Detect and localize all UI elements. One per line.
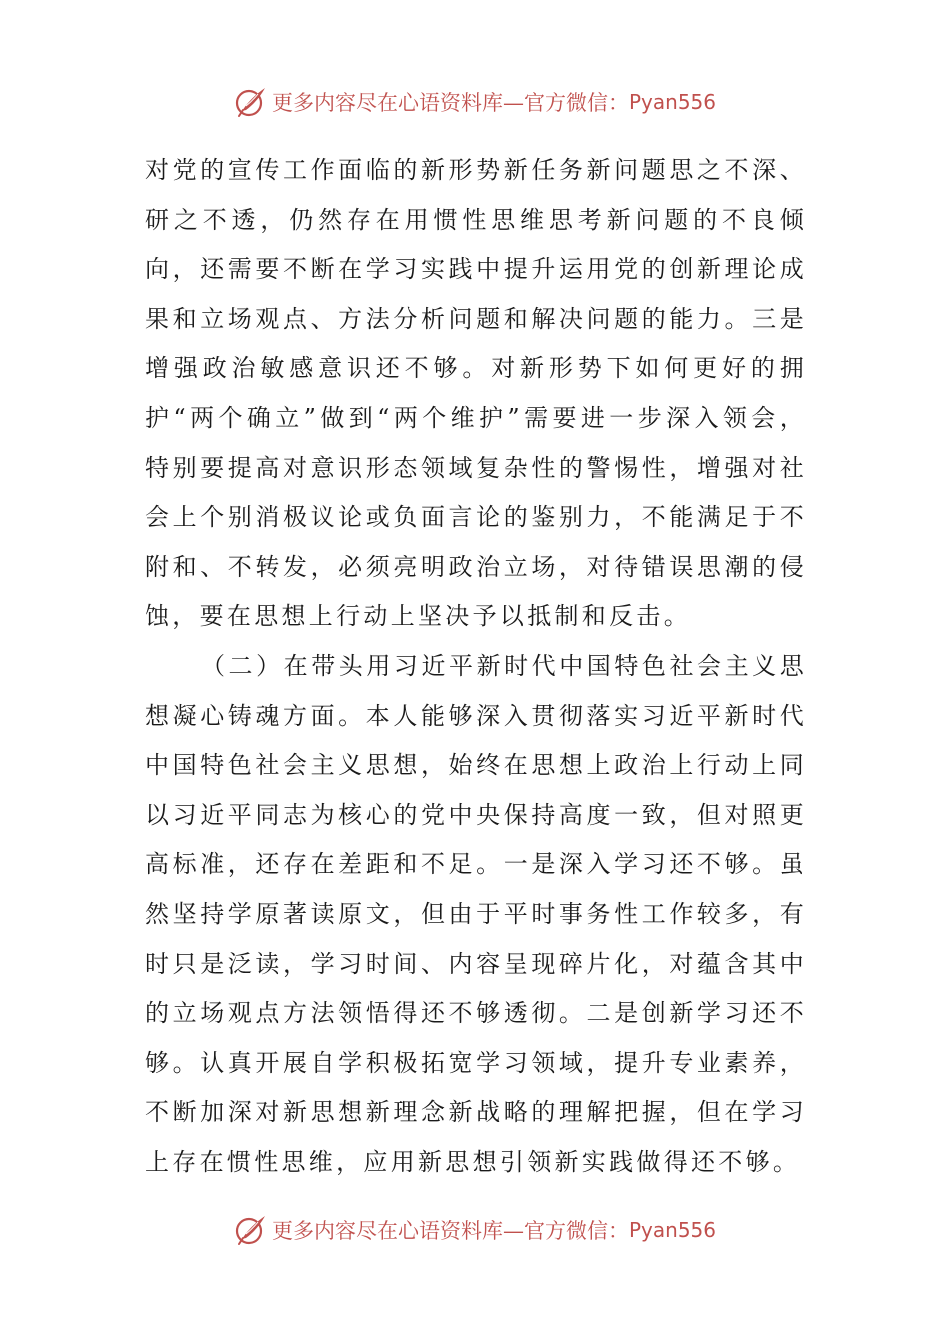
quill-pen-icon bbox=[234, 1213, 268, 1247]
watermark-header bbox=[0, 82, 950, 122]
document-body bbox=[145, 146, 807, 1187]
paragraph-continued: 对党的宣传工作面临的新形势新任务新问题思之不深、研之不透，仍然存在用惯性思维思考新问题的不良倾向，还需要不断在学习实践中提升运用党的创新理论成果和立场观点、方法分析问题和解决问题的能力。三是增强政治敏感意识还不够。对新形势下如何更好的拥护“两个确立”做到“两个维护”需要进一步深入领会，特别要提高对意识形态领域复杂性的警惕性，增强对社会上个别消极议论或负面言论的鉴别力，不能满足于不附和、不转发，必须亮明政治立场，对待错误思潮的侵蚀，要在思想上行动上坚决予以抵制和反击。 bbox=[145, 156, 807, 631]
paragraph-section-two: （二）在带头用习近平新时代中国特色社会主义思想凝心铸魂方面。本人能够深入贯彻落实习近平新时代中国特色社会主义思想，始终在思想上政治上行动上同以习近平同志为核心的党中央保持高度一致，但对照更高标准，还存在差距和不足。一是深入学习还不够。虽然坚持学原著读原文，但由于平时事务性工作较多，有时只是泛读，学习时间、内容呈现碎片化，对蕴含其中的立场观点方法领悟得还不够透彻。二是创新学习还不够。认真开展自学积极拓宽学习领域，提升专业素养，不断加深对新思想新理念新战略的理解把握，但在学习上存在惯性思维，应用新思想引领新实践做得还不够。 bbox=[145, 651, 807, 1176]
watermark-wechat-id: Pyan556 bbox=[628, 90, 716, 114]
watermark-wechat-id: Pyan556 bbox=[628, 1218, 716, 1242]
watermark-text: 更多内容尽在心语资料库—官方微信： bbox=[271, 91, 629, 115]
watermark-text: 更多内容尽在心语资料库—官方微信： bbox=[271, 1219, 629, 1243]
watermark-footer bbox=[0, 1210, 950, 1250]
quill-pen-icon bbox=[234, 85, 268, 119]
